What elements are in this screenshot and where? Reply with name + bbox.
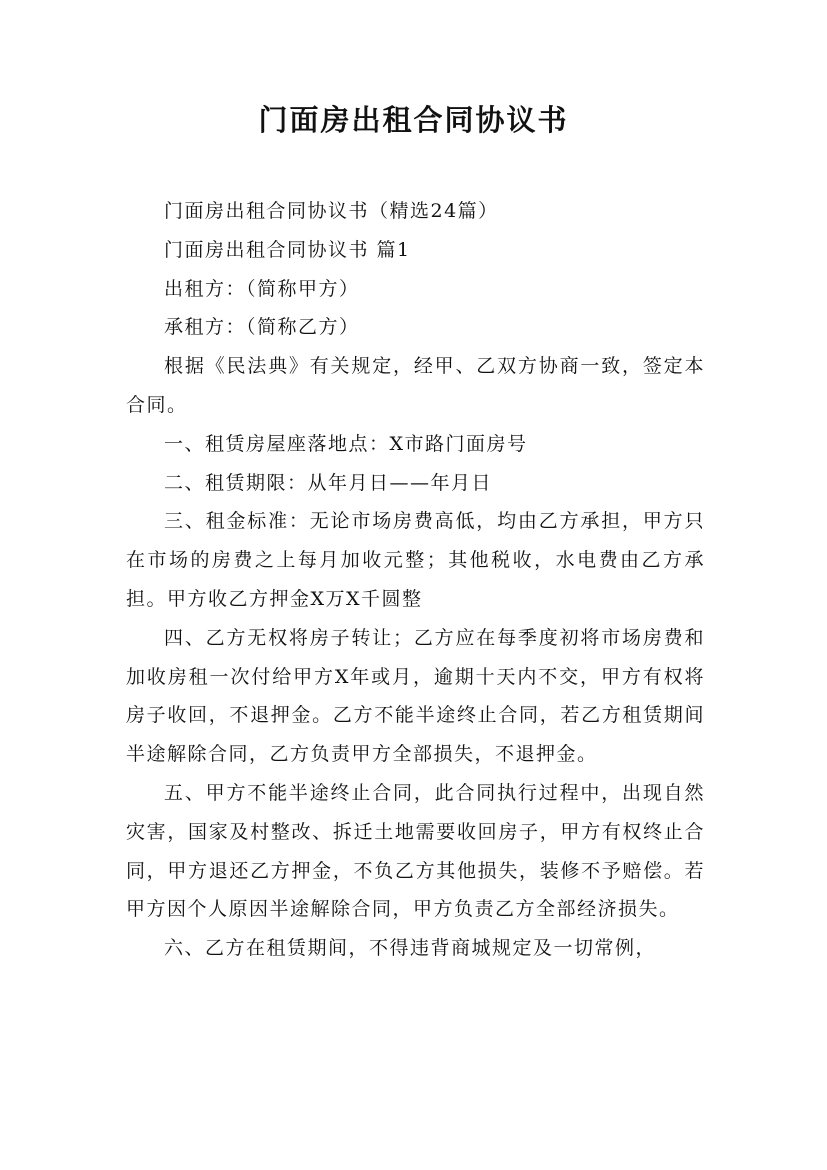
section-heading-paragraph: 门面房出租合同协议书 篇1 xyxy=(164,238,411,261)
clause-5-paragraph: 五、甲方不能半途终止合同，此合同执行过程中，出现自然灾害，国家及村整改、拆迁土地需要收回房子，甲方有权终止合同，甲方退还乙方押金，不负乙方其他损失，装修不予赔偿。若甲方因个人原因半途解除合同，甲方负责乙方全部经济损失。 xyxy=(126,781,705,921)
clause-4-paragraph: 四、乙方无权将房子转让；乙方应在每季度初将市场房费和加收房租一次付给甲方X年或月，逾期十天内不交，甲方有权将房子收回，不退押金。乙方不能半途终止合同，若乙方租赁期间半途解除合同，乙方负责甲方全部损失，不退押金。 xyxy=(126,626,705,766)
lessee-paragraph: 承租方：（简称乙方） xyxy=(164,316,360,339)
lessor-paragraph: 出租方：（简称甲方） xyxy=(164,277,360,300)
clause-1-paragraph: 一、租赁房屋座落地点：X市路门面房号 xyxy=(164,432,528,455)
clause-3-paragraph: 三、租金标准：无论市场房费高低，均由乙方承担，甲方只在市场的房费之上每月加收元整；其他税收，水电费由乙方承担。甲方收乙方押金X万X千圆整 xyxy=(126,510,705,610)
clause-6-paragraph: 六、乙方在租赁期间，不得违背商城规定及一切常例， xyxy=(164,937,657,960)
clause-2-paragraph: 二、租赁期限：从年月日——年月日 xyxy=(164,471,493,494)
document-title: 门面房出租合同协议书 xyxy=(258,103,569,137)
document-body xyxy=(126,192,705,968)
preamble-paragraph: 根据《民法典》有关规定，经甲、乙双方协商一致，签定本合同。 xyxy=(126,355,705,416)
subtitle-paragraph: 门面房出租合同协议书（精选24篇） xyxy=(164,200,499,222)
